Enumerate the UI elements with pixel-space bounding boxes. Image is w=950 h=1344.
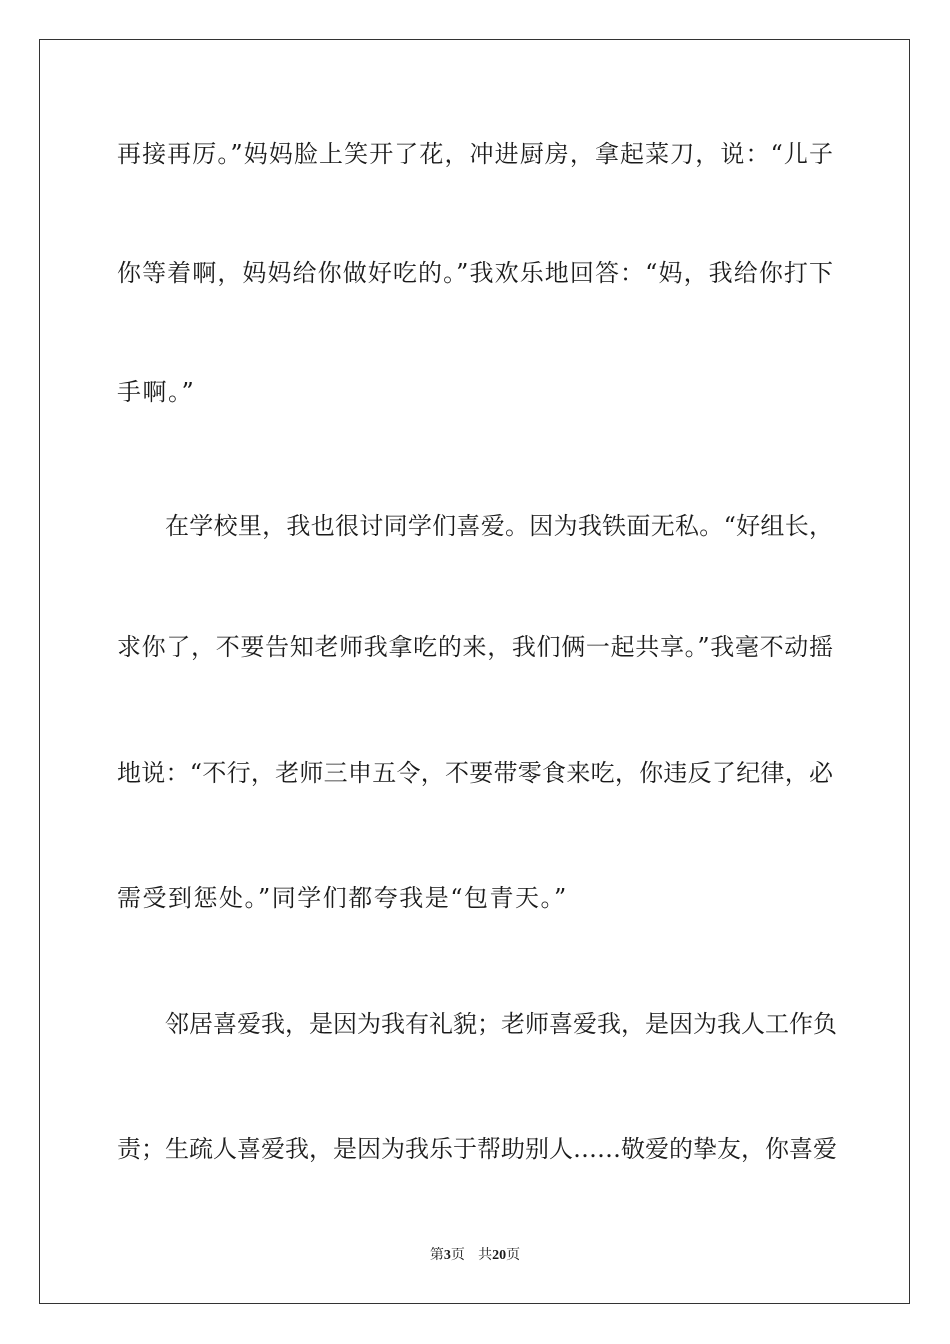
text-line-6: 地说：“不行，老师三申五令，不要带零食来吃，你违反了纪律，必 xyxy=(117,759,833,787)
total-prefix: 共 xyxy=(478,1247,493,1263)
text-line-3: 手啊。” xyxy=(117,378,196,406)
text-line-2: 你等着啊，妈妈给你做好吃的。”我欢乐地回答：“妈，我给你打下 xyxy=(117,259,833,287)
text-line-5: 求你了，不要告知老师我拿吃的来，我们俩一起共享。”我毫不动摇 xyxy=(117,633,833,661)
total-suffix: 页 xyxy=(506,1247,521,1263)
page-footer xyxy=(0,1246,950,1265)
total-pages: 20 xyxy=(492,1248,507,1263)
page-number: 3 xyxy=(443,1248,451,1263)
text-line-9: 责；生疏人喜爱我，是因为我乐于帮助别人……敬爱的挚友，你喜爱 xyxy=(117,1135,837,1163)
text-line-7: 需受到惩处。”同学们都夸我是“包青天。” xyxy=(117,884,568,912)
page-suffix: 页 xyxy=(450,1247,465,1263)
text-line-1: 再接再厉。”妈妈脸上笑开了花，冲进厨房，拿起菜刀，说：“儿子 xyxy=(117,140,833,168)
text-line-4: 在学校里，我也很讨同学们喜爱。因为我铁面无私。“好组长， xyxy=(165,512,833,540)
text-line-8: 邻居喜爱我，是因为我有礼貌；老师喜爱我，是因为我人工作负 xyxy=(165,1010,837,1038)
page-prefix: 第 xyxy=(429,1247,444,1263)
page-border xyxy=(39,39,910,1304)
